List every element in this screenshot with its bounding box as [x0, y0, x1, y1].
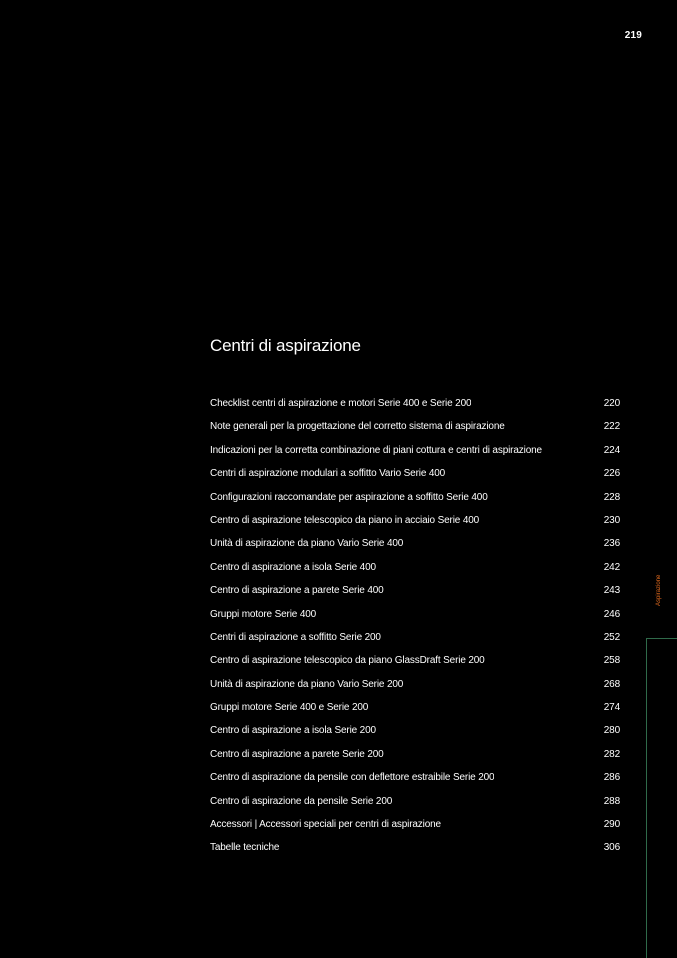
toc-entry-page: 274	[603, 702, 620, 714]
toc-entry-page: 246	[603, 608, 620, 620]
toc-entry-label: Unità di aspirazione da piano Vario Serie 400	[210, 538, 404, 550]
toc-entry-label: Configurazioni raccomandate per aspirazione a soffitto Serie 400	[210, 491, 488, 503]
toc-entry-label: Accessori | Accessori speciali per centri di aspirazione	[210, 819, 441, 831]
toc-entry-page: 236	[603, 538, 620, 550]
toc-entry[interactable]	[210, 796, 620, 819]
toc-entry-label: Centro di aspirazione da pensile con deflettore estraibile Serie 200	[210, 772, 495, 784]
toc-entry-page: 230	[603, 514, 620, 526]
section-title: Centri di aspirazione	[210, 336, 361, 355]
toc-entry-page: 252	[603, 631, 620, 643]
toc-entry-label: Centro di aspirazione telescopico da piano GlassDraft Serie 200	[210, 655, 485, 667]
toc-entry[interactable]	[210, 398, 620, 421]
toc-entry[interactable]	[210, 702, 620, 725]
toc-entry-page: 288	[603, 795, 620, 807]
toc-entry[interactable]	[210, 842, 620, 865]
toc-entry-label: Centro di aspirazione a isola Serie 400	[210, 561, 376, 573]
toc-entry-page: 268	[603, 678, 620, 690]
toc-entry[interactable]	[210, 421, 620, 444]
toc-entry-label: Centro di aspirazione da pensile Serie 200	[210, 795, 393, 807]
toc-entry-label: Centro di aspirazione telescopico da piano in acciaio Serie 400	[210, 514, 480, 526]
toc-entry[interactable]	[210, 445, 620, 468]
toc-entry[interactable]	[210, 632, 620, 655]
toc-entry[interactable]	[210, 749, 620, 772]
toc-entry-page: 224	[603, 444, 620, 456]
toc-entry-label: Gruppi motore Serie 400 e Serie 200	[210, 702, 369, 714]
toc-entry[interactable]	[210, 609, 620, 632]
toc-entry-page: 290	[603, 819, 620, 831]
side-tab-label: Aspirazione	[656, 574, 662, 606]
toc-entry-label: Centro di aspirazione a parete Serie 200	[210, 748, 384, 760]
toc-entry[interactable]	[210, 492, 620, 515]
toc-entry-label: Centri di aspirazione modulari a soffitto Vario Serie 400	[210, 468, 446, 480]
toc-entry-label: Unità di aspirazione da piano Vario Serie 200	[210, 678, 404, 690]
toc-entry[interactable]	[210, 772, 620, 795]
toc-entry-label: Centro di aspirazione a isola Serie 200	[210, 725, 376, 737]
toc-entry-label: Indicazioni per la corretta combinazione di piani cottura e centri di aspirazione	[210, 444, 542, 456]
table-of-contents	[210, 398, 620, 866]
toc-entry-page: 306	[603, 842, 620, 854]
toc-entry-page: 286	[603, 772, 620, 784]
toc-entry[interactable]	[210, 819, 620, 842]
toc-entry-page: 243	[603, 585, 620, 597]
page-number: 219	[624, 30, 642, 41]
toc-entry[interactable]	[210, 538, 620, 561]
toc-entry-label: Centri di aspirazione a soffitto Serie 200	[210, 631, 381, 643]
toc-entry-page: 222	[603, 421, 620, 433]
toc-entry-label: Gruppi motore Serie 400	[210, 608, 317, 620]
toc-entry[interactable]	[210, 679, 620, 702]
toc-entry-page: 282	[603, 748, 620, 760]
toc-entry-page: 228	[603, 491, 620, 503]
toc-entry[interactable]	[210, 725, 620, 748]
toc-entry-label: Note generali per la progettazione del corretto sistema di aspirazione	[210, 421, 505, 433]
toc-entry[interactable]	[210, 585, 620, 608]
side-divider-horizontal	[646, 638, 677, 639]
toc-entry-label: Checklist centri di aspirazione e motori Serie 400 e Serie 200	[210, 398, 472, 409]
side-divider-vertical	[646, 638, 647, 958]
toc-entry-page: 242	[603, 561, 620, 573]
toc-entry-page: 258	[603, 655, 620, 667]
toc-entry-label: Centro di aspirazione a parete Serie 400	[210, 585, 384, 597]
toc-entry[interactable]	[210, 468, 620, 491]
toc-entry[interactable]	[210, 515, 620, 538]
toc-entry-page: 220	[603, 398, 620, 409]
toc-entry-label: Tabelle tecniche	[210, 842, 280, 854]
toc-entry[interactable]	[210, 562, 620, 585]
side-tab	[656, 566, 668, 606]
toc-entry[interactable]	[210, 655, 620, 678]
toc-entry-page: 280	[603, 725, 620, 737]
toc-entry-page: 226	[603, 468, 620, 480]
